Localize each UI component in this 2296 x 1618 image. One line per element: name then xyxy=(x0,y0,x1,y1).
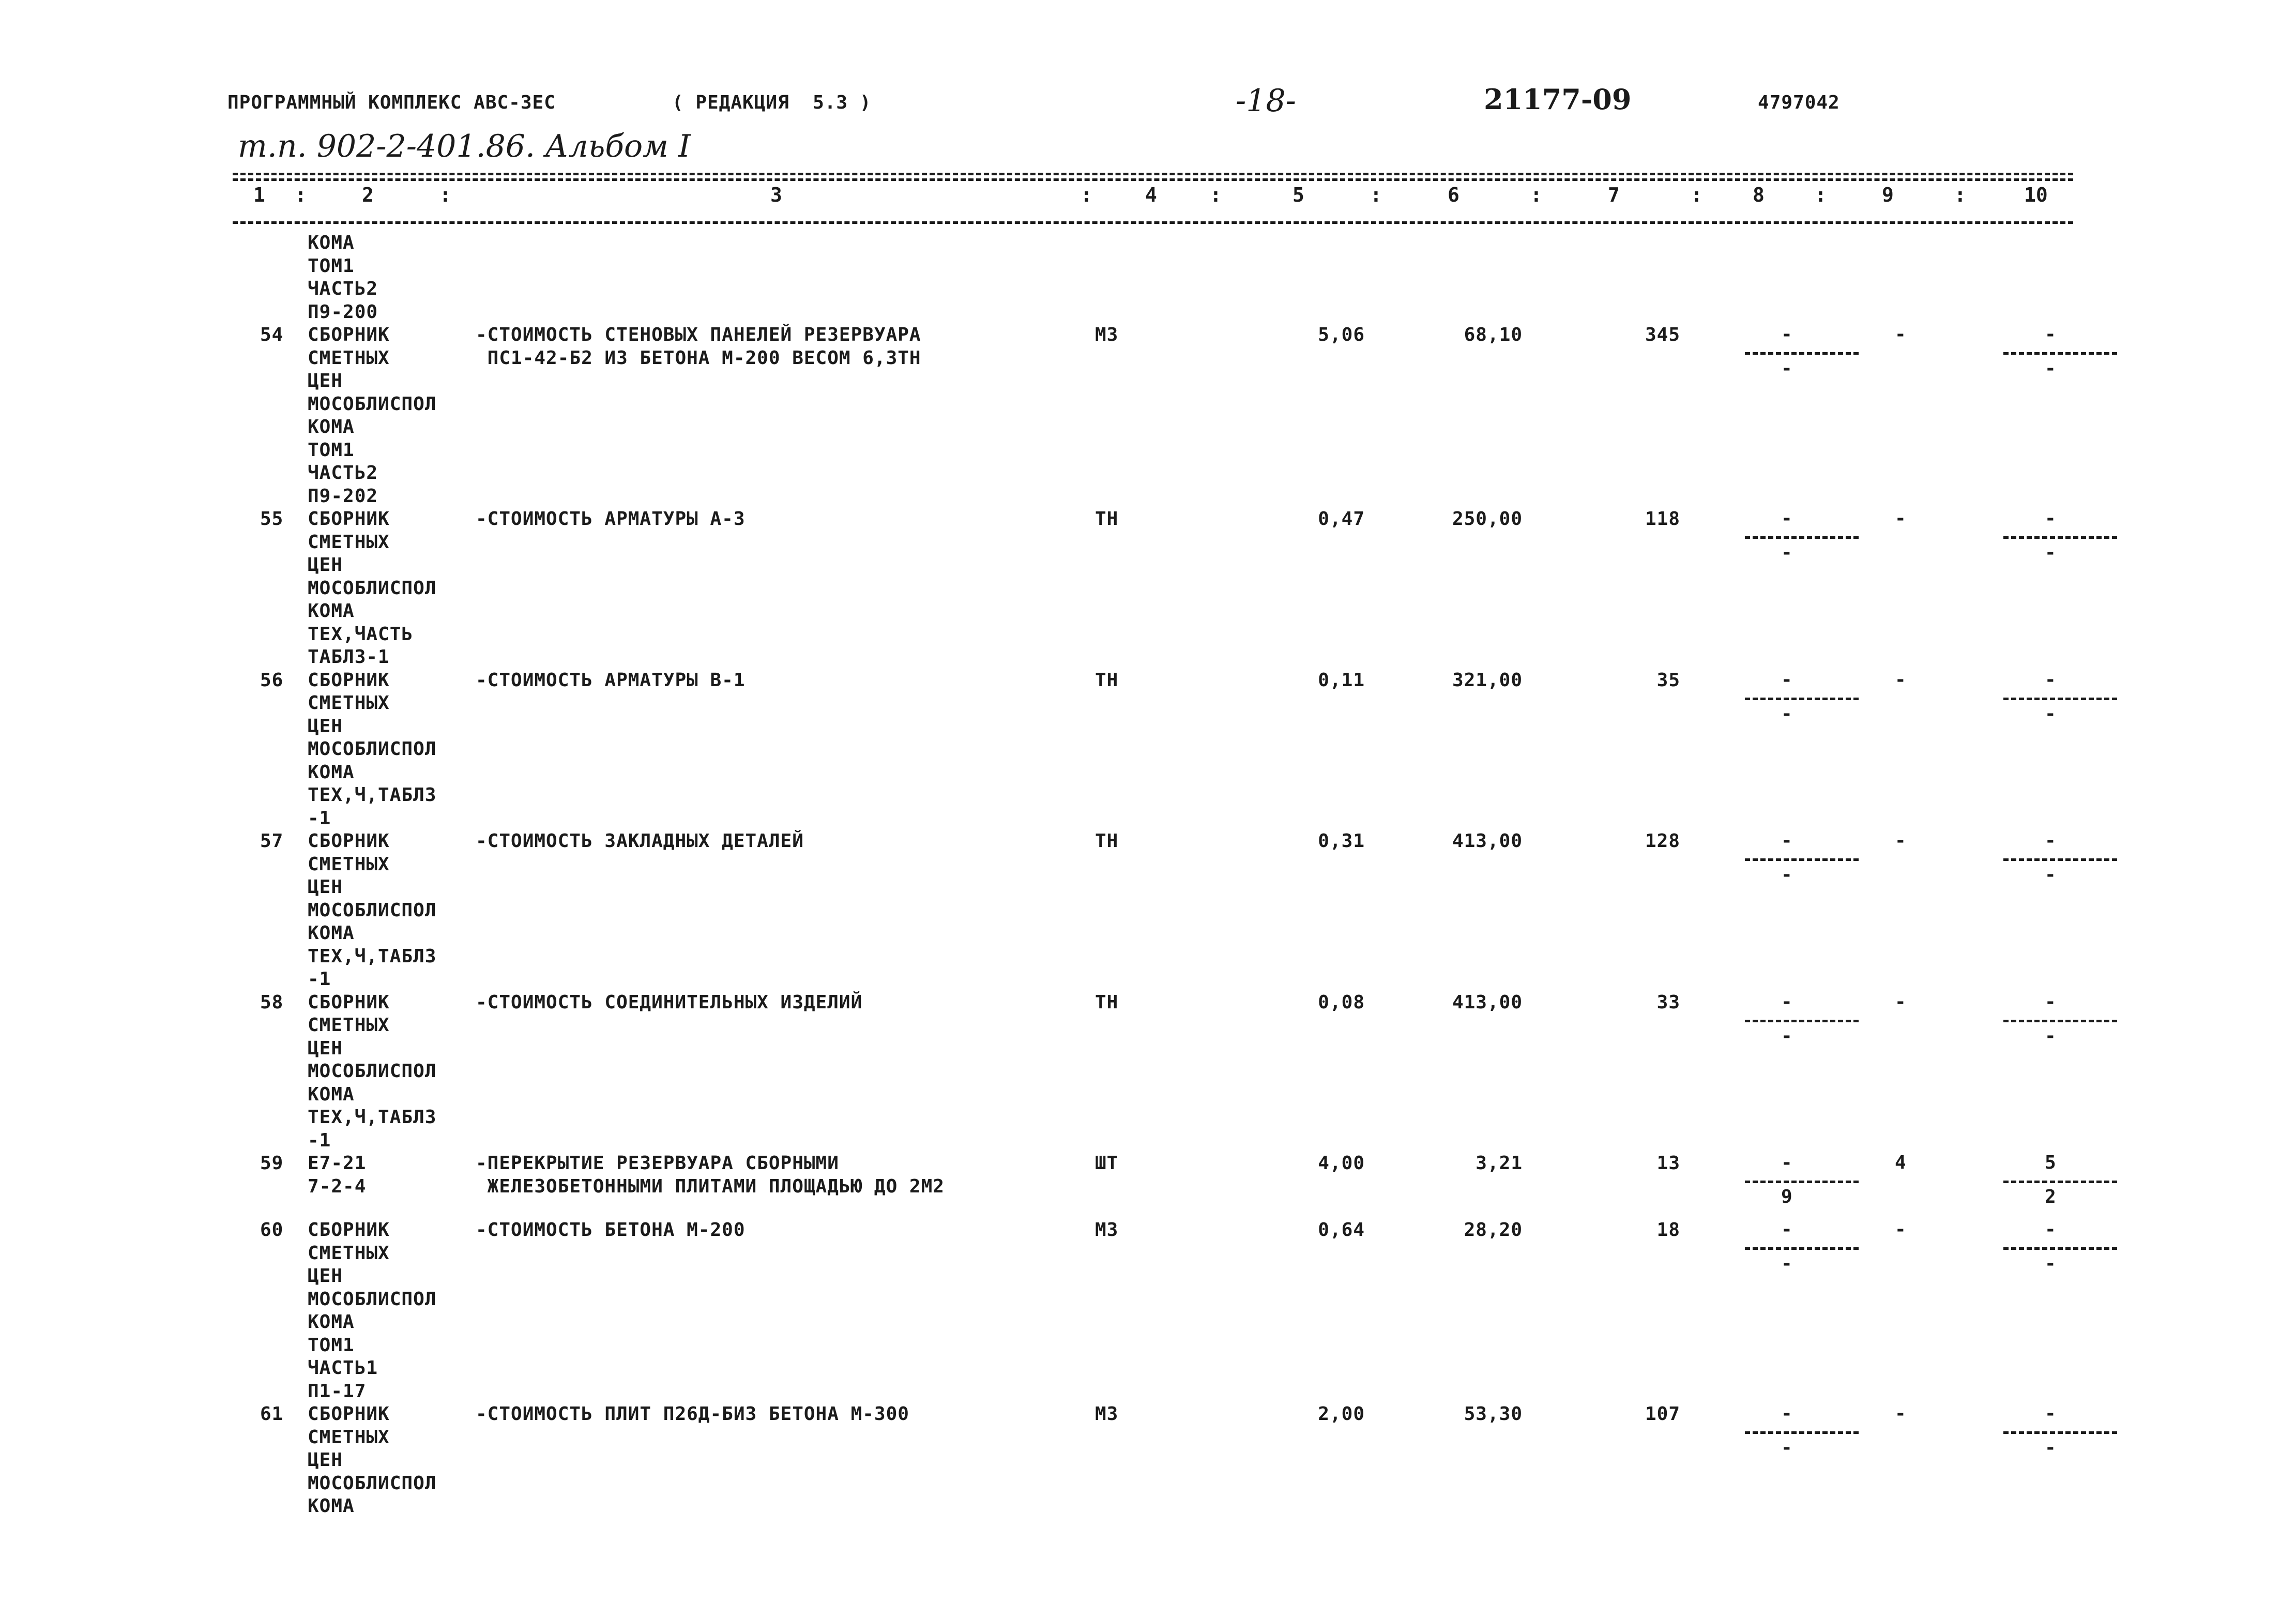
source-line: СБОРНИК xyxy=(308,830,390,852)
col10-fraction-line xyxy=(2003,352,2117,355)
source-line: П9-202 xyxy=(308,485,378,507)
quantity-cell: 0,47 xyxy=(1318,508,1365,530)
source-line: СБОРНИК xyxy=(308,324,390,345)
source-line: ТОМ1 xyxy=(308,255,355,277)
col8-top: - xyxy=(1781,508,1792,529)
edition: ( РЕДАКЦИЯ 5.3 ) xyxy=(672,92,872,113)
column-header-4: 4 xyxy=(1145,184,1157,206)
description-line: -СТОИМОСТЬ АРМАТУРЫ А-3 xyxy=(476,508,746,530)
col9-value: - xyxy=(1895,508,1906,529)
col9-value: - xyxy=(1895,1219,1906,1240)
source-line: -1 xyxy=(308,1129,331,1151)
column-separator: : xyxy=(439,184,451,206)
col8-fraction-line xyxy=(1745,352,1859,355)
source-line: КОМА xyxy=(308,1495,355,1517)
header-rule-top xyxy=(233,173,2073,175)
col8-fraction-line xyxy=(1745,858,1859,861)
source-line: -1 xyxy=(308,969,331,990)
column-header-5: 5 xyxy=(1293,184,1304,206)
col10-top: - xyxy=(2045,1403,2056,1424)
col8-top: - xyxy=(1781,1403,1792,1424)
col10-fraction-line xyxy=(2003,536,2117,539)
col8-bottom: - xyxy=(1781,1437,1792,1458)
col10-fraction-line xyxy=(2003,1181,2117,1183)
quantity-cell: 0,08 xyxy=(1318,991,1365,1013)
column-header-1: 1 xyxy=(253,184,265,206)
header-rule-bottom xyxy=(233,221,2073,224)
col9-value: 4 xyxy=(1895,1152,1906,1173)
source-line: КОМА xyxy=(308,1311,355,1333)
column-header-2: 2 xyxy=(362,184,374,206)
col10-top: - xyxy=(2045,324,2056,345)
column-header-7: 7 xyxy=(1608,184,1620,206)
row-number: 61 xyxy=(260,1403,284,1425)
source-line: ЦЕН xyxy=(308,1449,343,1471)
source-line: МОСОБЛИСПОЛ xyxy=(308,1472,437,1494)
quantity-cell: 0,64 xyxy=(1318,1219,1365,1241)
quantity-cell: 2,00 xyxy=(1318,1403,1365,1425)
col8-top: - xyxy=(1781,324,1792,345)
unit-price-cell: 413,00 xyxy=(1452,991,1523,1013)
source-line: СМЕТНЫХ xyxy=(308,347,390,369)
row-number: 55 xyxy=(260,508,284,530)
column-header-9: 9 xyxy=(1882,184,1894,206)
col8-bottom: - xyxy=(1781,1253,1792,1274)
col8-bottom: - xyxy=(1781,542,1792,563)
unit-price-cell: 250,00 xyxy=(1452,508,1523,530)
source-line: МОСОБЛИСПОЛ xyxy=(308,899,437,921)
row-number: 56 xyxy=(260,669,284,691)
source-line: СМЕТНЫХ xyxy=(308,1015,390,1036)
source-line: МОСОБЛИСПОЛ xyxy=(308,393,437,415)
col10-fraction-line xyxy=(2003,858,2117,861)
page-number: -18- xyxy=(1236,83,1296,119)
source-line: МОСОБЛИСПОЛ xyxy=(308,1288,437,1310)
unit-cell: ШТ xyxy=(1095,1153,1119,1174)
col8-bottom: 9 xyxy=(1781,1186,1792,1207)
unit-cell: М3 xyxy=(1095,1403,1119,1425)
unit-cell: ТН xyxy=(1095,991,1119,1013)
source-line: ТАБЛ3-1 xyxy=(308,646,390,668)
col8-fraction-line xyxy=(1745,1181,1859,1183)
col8-bottom: - xyxy=(1781,358,1792,379)
col9-value: - xyxy=(1895,830,1906,851)
col10-bottom: 2 xyxy=(2045,1186,2056,1207)
handwritten-title: т.п. 902-2-401.86. Альбом I xyxy=(238,128,691,164)
col8-bottom: - xyxy=(1781,1025,1792,1047)
source-line: ТОМ1 xyxy=(308,1334,355,1356)
row-number: 54 xyxy=(260,324,284,345)
column-header-8: 8 xyxy=(1753,184,1765,206)
col10-fraction-line xyxy=(2003,698,2117,700)
column-separator: : xyxy=(1081,184,1092,206)
source-line: СМЕТНЫХ xyxy=(308,692,390,714)
source-line: ТЕХ,Ч,ТАБЛ3 xyxy=(308,945,437,967)
row-number: 60 xyxy=(260,1219,284,1241)
unit-cell: М3 xyxy=(1095,1219,1119,1241)
source-line: ТЕХ,Ч,ТАБЛ3 xyxy=(308,784,437,806)
total-cost-cell: 128 xyxy=(1645,830,1680,852)
col10-fraction-line xyxy=(2003,1247,2117,1250)
description-line: ПС1-42-Б2 ИЗ БЕТОНА М-200 ВЕСОМ 6,3ТН xyxy=(476,347,921,369)
description-line: ЖЕЛЕЗОБЕТОННЫМИ ПЛИТАМИ ПЛОЩАДЬЮ ДО 2М2 xyxy=(476,1175,945,1197)
col10-top: - xyxy=(2045,669,2056,690)
source-line: ЦЕН xyxy=(308,554,343,576)
unit-price-cell: 53,30 xyxy=(1464,1403,1523,1425)
column-separator: : xyxy=(1954,184,1966,206)
description-line: -СТОИМОСТЬ СТЕНОВЫХ ПАНЕЛЕЙ РЕЗЕРВУАРА xyxy=(476,324,921,345)
source-line: 7-2-4 xyxy=(308,1175,367,1197)
source-line: СБОРНИК xyxy=(308,1219,390,1241)
source-line: КОМА xyxy=(308,600,355,622)
col10-bottom: - xyxy=(2045,1437,2056,1458)
source-line: Е7-21 xyxy=(308,1153,367,1174)
unit-price-cell: 28,20 xyxy=(1464,1219,1523,1241)
column-separator: : xyxy=(1691,184,1702,206)
source-line: СМЕТНЫХ xyxy=(308,531,390,553)
col8-bottom: - xyxy=(1781,703,1792,724)
col10-fraction-line xyxy=(2003,1431,2117,1434)
col10-bottom: - xyxy=(2045,358,2056,379)
source-line: ЦЕН xyxy=(308,715,343,737)
source-line: ЧАСТЬ2 xyxy=(308,462,378,483)
source-line: ЦЕН xyxy=(308,1037,343,1059)
source-line: ЦЕН xyxy=(308,1265,343,1287)
source-line: ТЕХ,ЧАСТЬ xyxy=(308,623,414,645)
row-number: 58 xyxy=(260,991,284,1013)
col8-top: - xyxy=(1781,991,1792,1012)
quantity-cell: 0,31 xyxy=(1318,830,1365,852)
col10-fraction-line xyxy=(2003,1020,2117,1022)
source-line: СБОРНИК xyxy=(308,1403,390,1425)
source-line: МОСОБЛИСПОЛ xyxy=(308,1061,437,1082)
source-line: ЦЕН xyxy=(308,370,343,391)
unit-price-cell: 413,00 xyxy=(1452,830,1523,852)
order-number: 4797042 xyxy=(1758,92,1840,113)
description-line: -СТОИМОСТЬ АРМАТУРЫ В-1 xyxy=(476,669,746,691)
col10-top: - xyxy=(2045,1219,2056,1240)
source-line: П9-200 xyxy=(308,301,378,323)
source-line: СМЕТНЫХ xyxy=(308,853,390,875)
source-line: СБОРНИК xyxy=(308,508,390,530)
source-line: СМЕТНЫХ xyxy=(308,1242,390,1264)
source-line: СМЕТНЫХ xyxy=(308,1426,390,1448)
doc-code: 21177-09 xyxy=(1484,83,1632,116)
col8-fraction-line xyxy=(1745,1247,1859,1250)
col8-top: - xyxy=(1781,1219,1792,1240)
col9-value: - xyxy=(1895,669,1906,690)
column-separator: : xyxy=(1370,184,1382,206)
source-line: КОМА xyxy=(308,923,355,944)
row-number: 57 xyxy=(260,830,284,852)
source-line: ЦЕН xyxy=(308,876,343,898)
col10-bottom: - xyxy=(2045,864,2056,885)
col9-value: - xyxy=(1895,324,1906,345)
source-line: ТОМ1 xyxy=(308,439,355,461)
description-line: -СТОИМОСТЬ ПЛИТ П26Д-БИЗ БЕТОНА М-300 xyxy=(476,1403,909,1425)
total-cost-cell: 18 xyxy=(1656,1219,1680,1241)
unit-cell: ТН xyxy=(1095,669,1119,691)
source-line: П1-17 xyxy=(308,1380,367,1402)
total-cost-cell: 35 xyxy=(1656,669,1680,691)
col10-bottom: - xyxy=(2045,1025,2056,1047)
unit-cell: М3 xyxy=(1095,324,1119,345)
source-line: КОМА xyxy=(308,761,355,783)
col9-value: - xyxy=(1895,1403,1906,1424)
col8-top: - xyxy=(1781,1152,1792,1173)
column-header-10: 10 xyxy=(2024,184,2048,206)
column-separator: : xyxy=(295,184,307,206)
row-number: 59 xyxy=(260,1153,284,1174)
col8-bottom: - xyxy=(1781,864,1792,885)
col8-fraction-line xyxy=(1745,536,1859,539)
col10-top: 5 xyxy=(2045,1152,2056,1173)
source-line: МОСОБЛИСПОЛ xyxy=(308,738,437,760)
column-separator: : xyxy=(1530,184,1542,206)
unit-cell: ТН xyxy=(1095,830,1119,852)
col10-top: - xyxy=(2045,508,2056,529)
source-line: МОСОБЛИСПОЛ xyxy=(308,577,437,599)
source-line: КОМА xyxy=(308,1083,355,1105)
source-line: СБОРНИК xyxy=(308,669,390,691)
column-separator: : xyxy=(1815,184,1827,206)
unit-cell: ТН xyxy=(1095,508,1119,530)
column-separator: : xyxy=(1210,184,1222,206)
source-line: КОМА xyxy=(308,232,355,253)
description-line: -ПЕРЕКРЫТИЕ РЕЗЕРВУАРА СБОРНЫМИ xyxy=(476,1153,839,1174)
total-cost-cell: 13 xyxy=(1656,1153,1680,1174)
unit-price-cell: 321,00 xyxy=(1452,669,1523,691)
source-line: КОМА xyxy=(308,416,355,437)
program-name: ПРОГРАММНЫЙ КОМПЛЕКС АВС-ЗЕС xyxy=(227,92,556,113)
column-header-3: 3 xyxy=(770,184,782,206)
column-header-6: 6 xyxy=(1448,184,1459,206)
col8-top: - xyxy=(1781,669,1792,690)
col8-fraction-line xyxy=(1745,1020,1859,1022)
total-cost-cell: 33 xyxy=(1656,991,1680,1013)
description-line: -СТОИМОСТЬ БЕТОНА М-200 xyxy=(476,1219,746,1241)
source-line: ЧАСТЬ2 xyxy=(308,278,378,299)
total-cost-cell: 107 xyxy=(1645,1403,1680,1425)
header-rule-top-2 xyxy=(233,178,2073,181)
col10-bottom: - xyxy=(2045,1253,2056,1274)
col10-bottom: - xyxy=(2045,703,2056,724)
quantity-cell: 5,06 xyxy=(1318,324,1365,345)
col10-top: - xyxy=(2045,991,2056,1012)
unit-price-cell: 3,21 xyxy=(1476,1153,1523,1174)
col8-fraction-line xyxy=(1745,698,1859,700)
unit-price-cell: 68,10 xyxy=(1464,324,1523,345)
total-cost-cell: 118 xyxy=(1645,508,1680,530)
col8-fraction-line xyxy=(1745,1431,1859,1434)
total-cost-cell: 345 xyxy=(1645,324,1680,345)
source-line: СБОРНИК xyxy=(308,991,390,1013)
col10-bottom: - xyxy=(2045,542,2056,563)
description-line: -СТОИМОСТЬ ЗАКЛАДНЫХ ДЕТАЛЕЙ xyxy=(476,830,804,852)
source-line: ЧАСТЬ1 xyxy=(308,1357,378,1379)
col10-top: - xyxy=(2045,830,2056,851)
col9-value: - xyxy=(1895,991,1906,1012)
quantity-cell: 4,00 xyxy=(1318,1153,1365,1174)
col8-top: - xyxy=(1781,830,1792,851)
source-line: ТЕХ,Ч,ТАБЛ3 xyxy=(308,1107,437,1128)
quantity-cell: 0,11 xyxy=(1318,669,1365,691)
description-line: -СТОИМОСТЬ СОЕДИНИТЕЛЬНЫХ ИЗДЕЛИЙ xyxy=(476,991,863,1013)
source-line: -1 xyxy=(308,807,331,829)
